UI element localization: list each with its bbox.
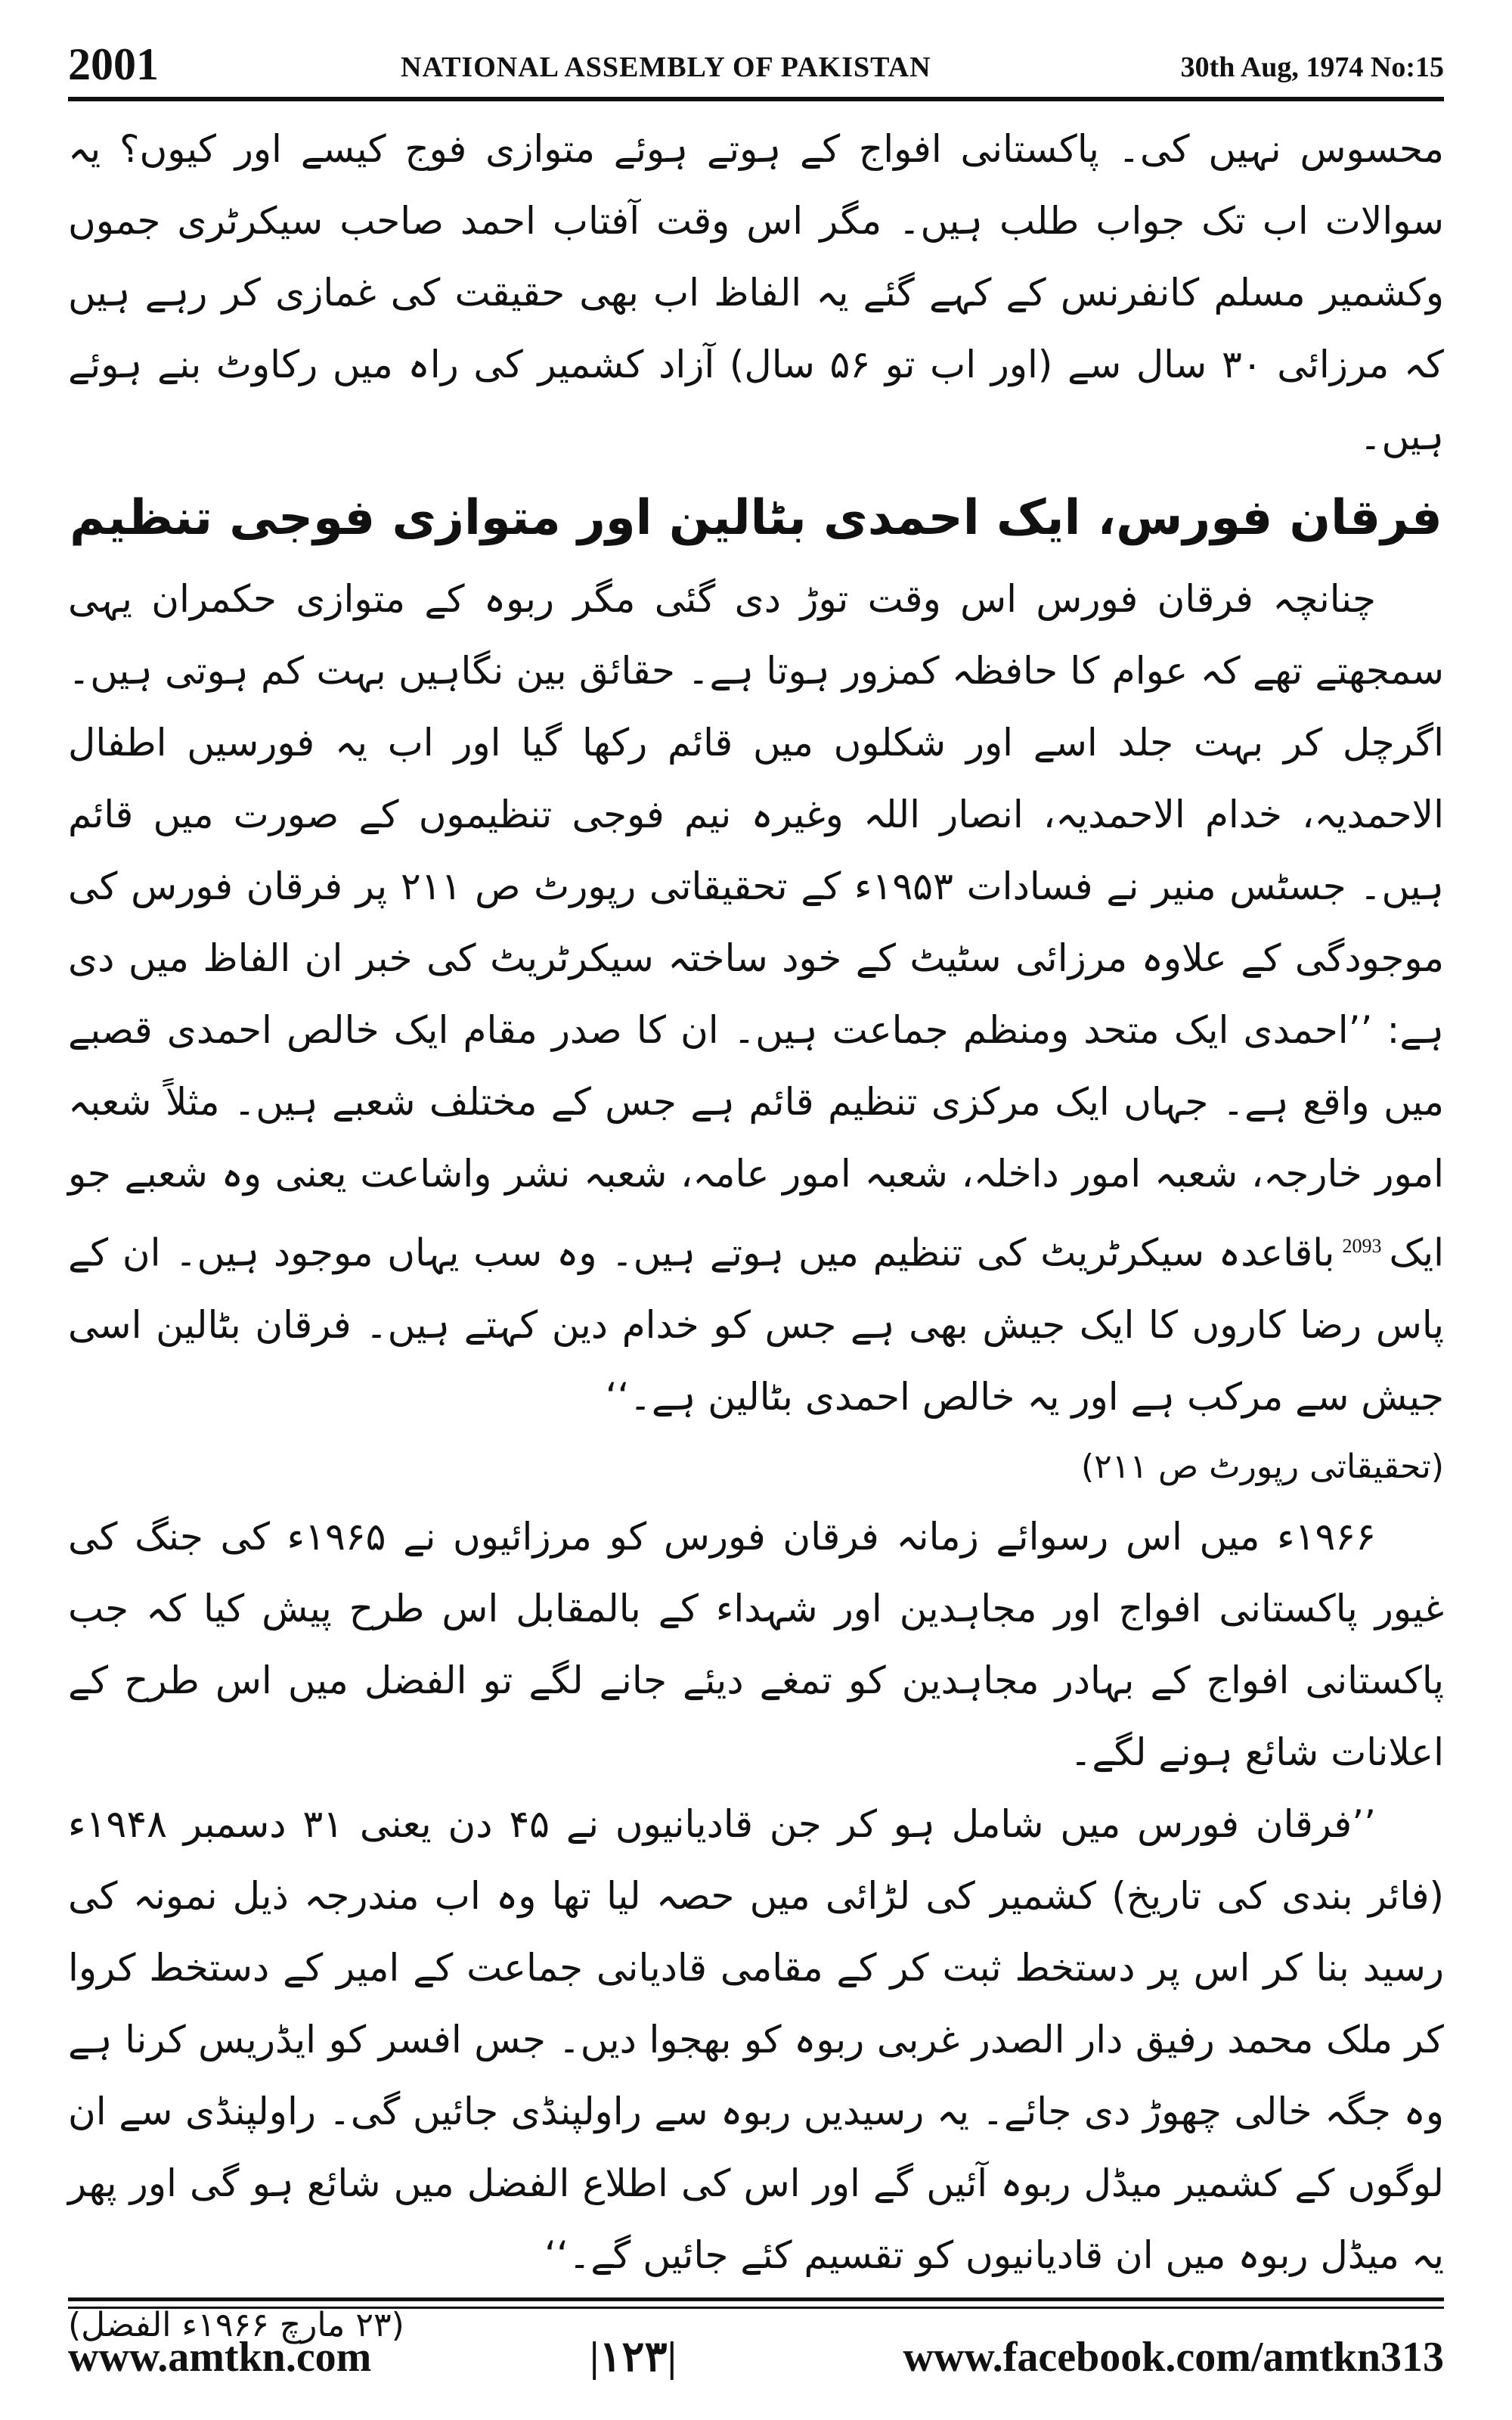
- page-footer: [68, 2316, 1444, 2399]
- header-date: 30th Aug, 1974 No:15: [1180, 51, 1444, 83]
- reference-2: (۲۳ مارچ ۱۹۶۶ء الفضل): [68, 2305, 404, 2344]
- header-title: NATIONAL ASSEMBLY OF PAKISTAN: [401, 51, 931, 83]
- paragraph-2: [68, 563, 1444, 1433]
- paragraph-1: محسوس نہیں کی۔ پاکستانی افواج کے ہوتے ہوئے متوازی فوج کیسے اور کیوں؟ یہ سوالات اب تک جواب طلب ہیں۔ مگر اس وقت آفتاب احمد صاحب سیکرٹری جموں وکشمیر مسلم کانفرنس کے کہے گئے یہ الفاظ اب بھی حقیقت کی غمازی کر رہے ہیں کہ مرزائی ۳۰ سال سے (اور اب تو ۵۶ سال) آزاد کشمیر کی راہ میں رکاوٹ بنے ہوئے ہیں۔: [68, 127, 1444, 458]
- section-heading: فرقان فورس، ایک احمدی بٹالین اور متوازی فوجی تنظیم: [70, 490, 1442, 546]
- footer-divider-thin: [68, 2307, 1444, 2309]
- paragraph-3: ۱۹۶۶ء میں اس رسوائے زمانہ فرقان فورس کو مرزائیوں نے ۱۹۶۵ء کی جنگ کی غیور پاکستانی افواج اور مجاہدین اور شہداء کے بالمقابل اس طرح پیش کیا کہ جب پاکستانی افواج کے بہادر مجاہدین کو تمغے دیئے جانے لگے تو الفضل میں اس طرح کے اعلانات شائع ہونے لگے۔: [68, 1514, 1444, 1774]
- reference-1: (تحقیقاتی رپورٹ ص ۲۱۱): [1080, 1447, 1444, 1486]
- header-divider: [68, 97, 1444, 101]
- paragraph-4: ’’فرقان فورس میں شامل ہو کر جن قادیانیوں نے ۴۵ دن یعنی ۳۱ دسمبر ۱۹۴۸ء (فائر بندی کی تاریخ) کشمیر کی لڑائی میں حصہ لیا تھا وہ اب مندرجہ ذیل نمونہ کی رسید بنا کر اس پر دستخط ثبت کر کے مقامی قادیانی جماعت کے امیر کے دستخط کروا کر ملک محمد رفیق دار الصدر غربی ربوہ کو بھجوا دیں۔ جس افسر کو ایڈریس کرنا ہے وہ جگہ خالی چھوڑ دی جائے۔ یہ رسیدیں ربوہ سے راولپنڈی جائیں گی۔ راولپنڈی سے ان لوگوں کے کشمیر میڈل ربوہ آئیں گے اور اس کی اطلاع الفضل میں شائع ہو گی اور پھر یہ میڈل ربوہ میں ان قادیانیوں کو تقسیم کئے جائیں گے۔‘‘: [68, 1801, 1445, 2277]
- footer-page-number: |۱۲۳|: [590, 2334, 677, 2381]
- facebook-link[interactable]: www.facebook.com/amtkn313: [903, 2334, 1444, 2381]
- page-marker: 2093: [1342, 1235, 1382, 1257]
- footer-divider: [68, 2297, 1444, 2301]
- paragraph-2-part-b: باقاعدہ سیکرٹریٹ کی تنظیم میں ہوتے ہیں۔ وہ سب یہاں موجود ہیں۔ ان کے پاس رضا کاروں کا ایک جیش بھی ہے جس کو خدام دین کہتے ہیں۔ فرقان بٹالین اسی جیش سے مرکب ہے اور یہ خالص احمدی بٹالین ہے۔‘‘: [68, 1230, 1444, 1419]
- website-link[interactable]: www.amtkn.com: [68, 2334, 372, 2381]
- page-number: 2001: [68, 39, 159, 89]
- paragraph-2-part-a: چنانچہ فرقان فورس اس وقت توڑ دی گئی مگر ربوہ کے متوازی حکمران یہی سمجھتے تھے کہ عوام کا حافظہ کمزور ہوتا ہے۔ حقائق بین نگاہیں بہت کم ہوتی ہیں۔ اگرچل کر بہت جلد اسے اور شکلوں میں قائم رکھا گیا اور اب یہ فورسیں اطفال الاحمدیہ، خدام الاحمدیہ، انصار اللہ وغیرہ نیم فوجی تنظیموں کے صورت میں قائم ہیں۔ جسٹس منیر نے فسادات ۱۹۵۳ء کے تحقیقاتی رپورٹ ص ۲۱۱ پر فرقان فورس کی موجودگی کے علاوہ مرزائی سٹیٹ کے خود ساختہ سیکرٹریٹ کی خبر ان الفاظ میں دی ہے: ’’احمدی ایک متحد ومنظم جماعت ہیں۔ ان کا صدر مقام ایک خالص احمدی قصبے میں واقع ہے۔ جہاں ایک مرکزی تنظیم قائم ہے جس کے مختلف شعبے ہیں۔ مثلاً شعبہ امور خارجہ، شعبہ امور داخلہ، شعبہ امور عامہ، شعبہ نشر واشاعت یعنی وہ شعبے جو ایک: [68, 577, 1445, 1275]
- page-body: [68, 113, 1444, 2360]
- page-header: [68, 30, 1444, 98]
